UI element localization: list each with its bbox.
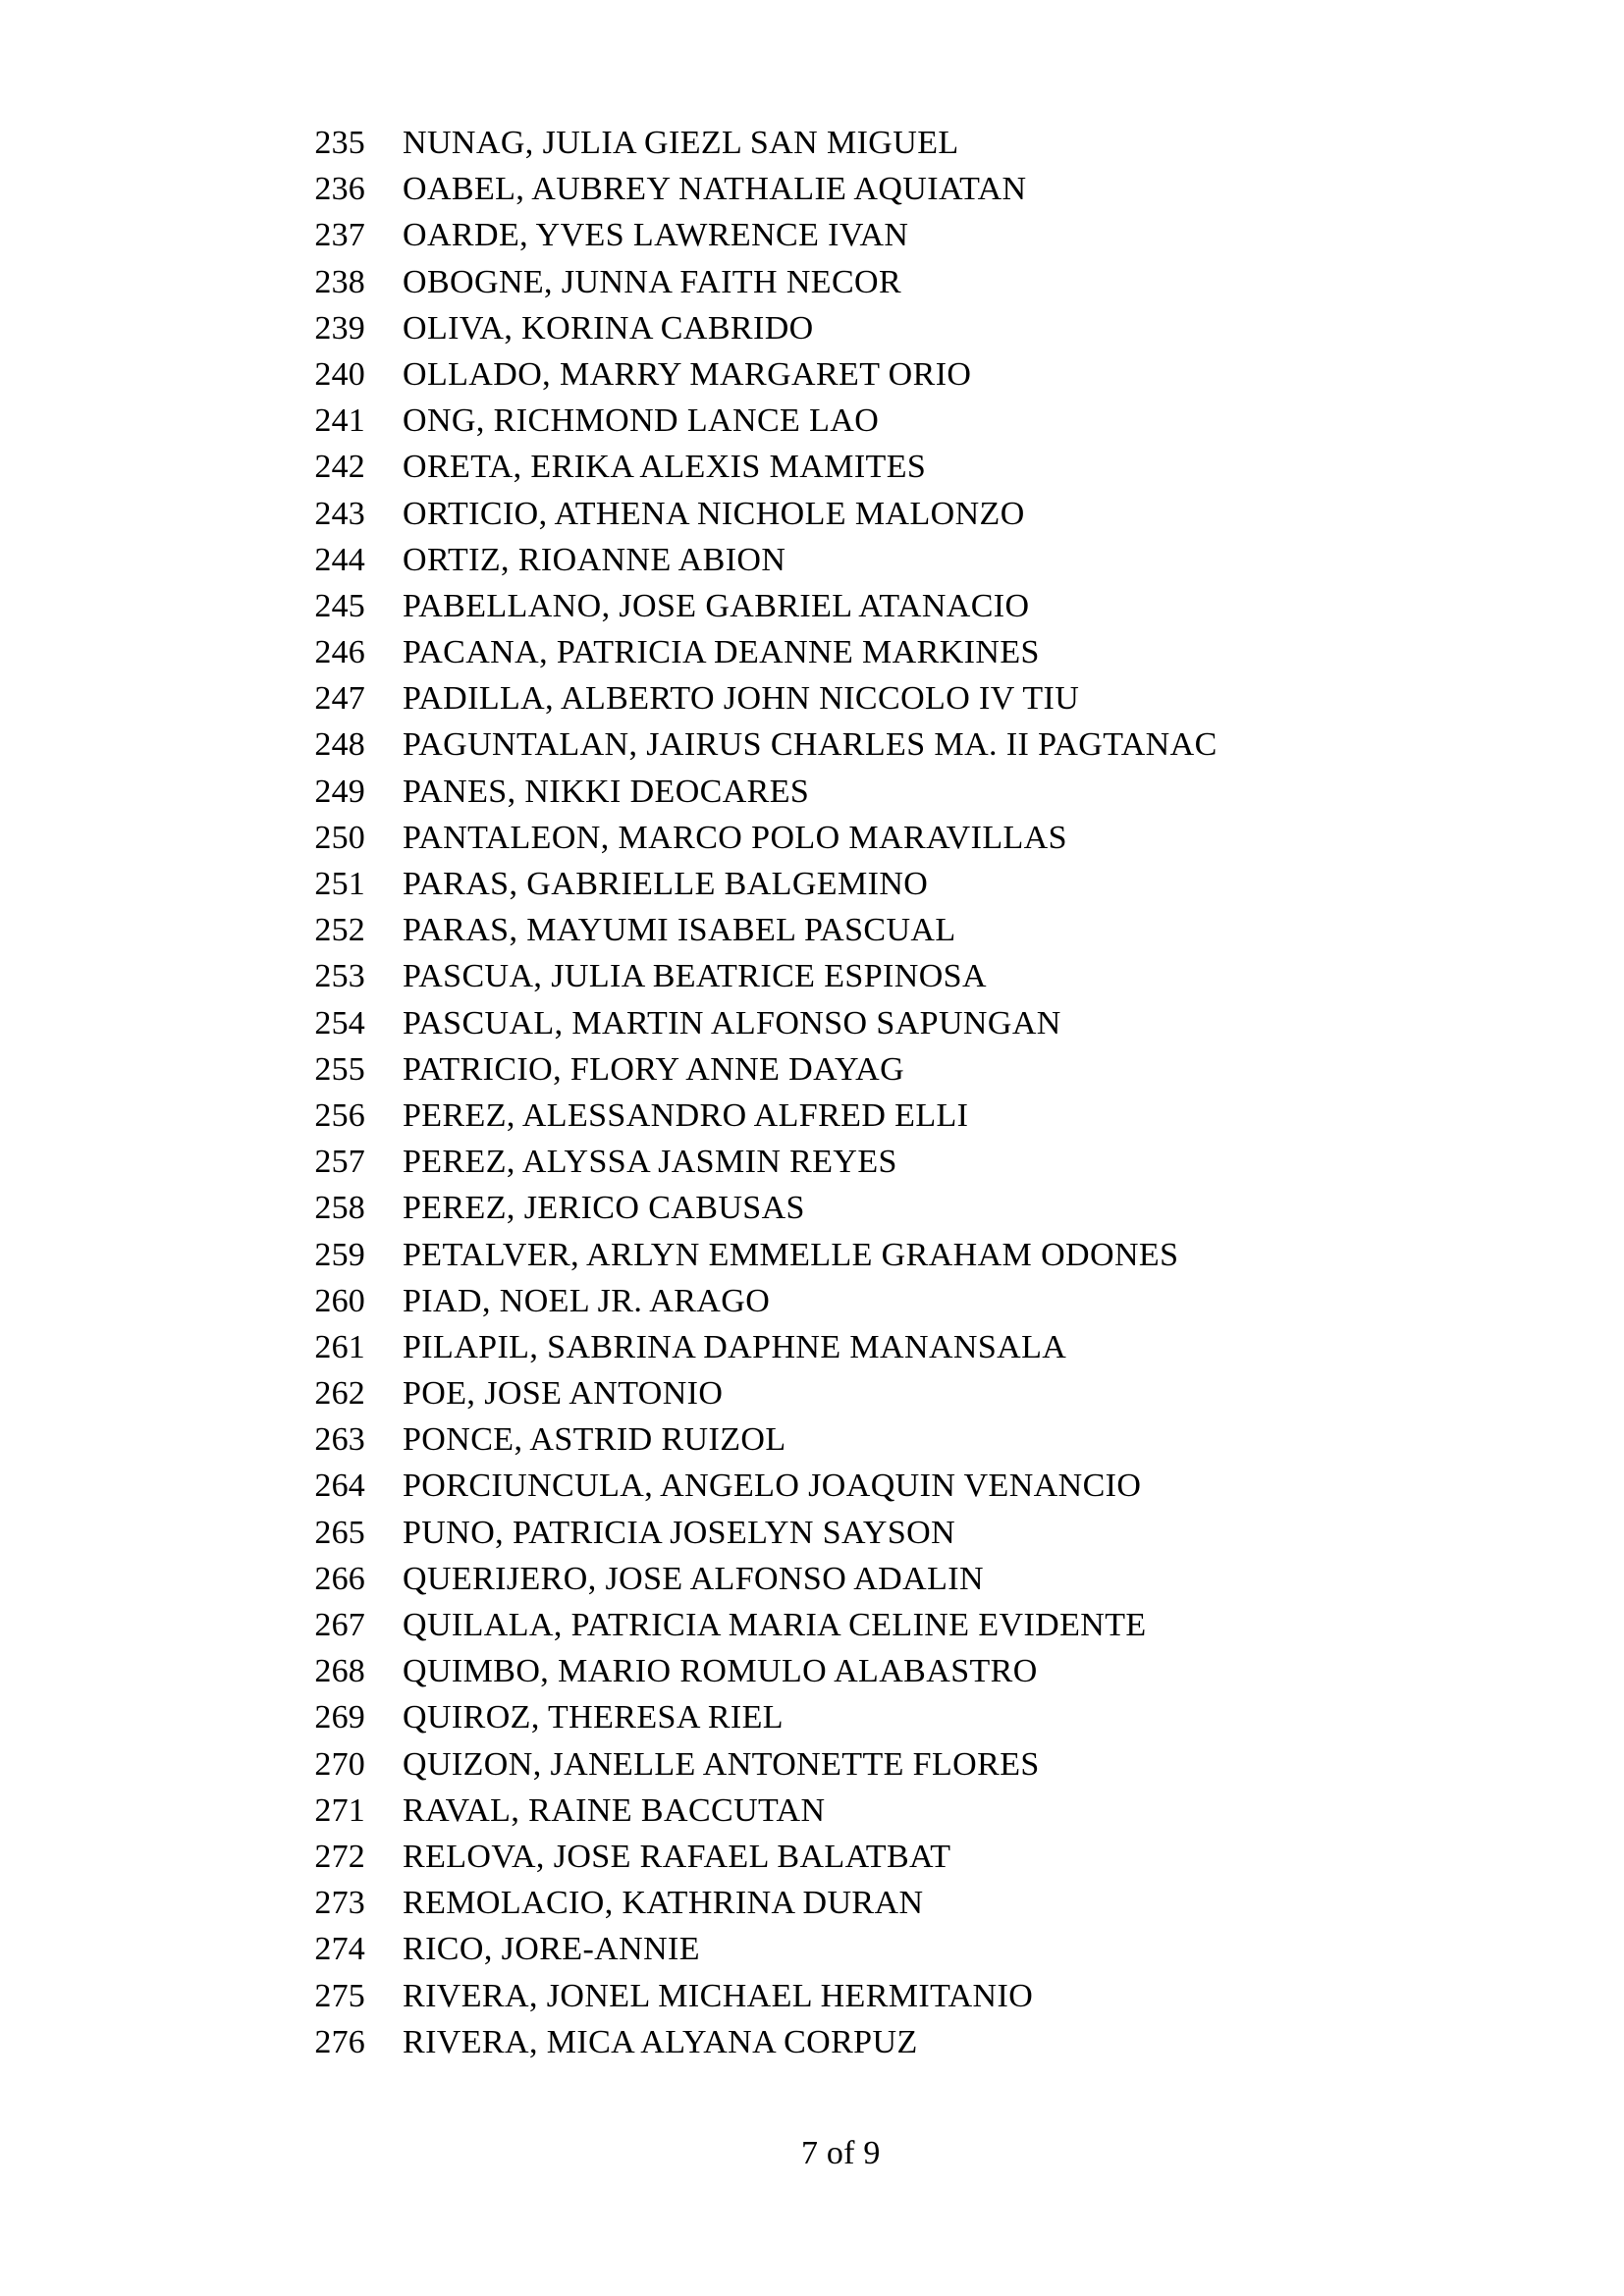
row-examinee-name: PEREZ, ALYSSA JASMIN REYES [403, 1144, 897, 1181]
row-examinee-name: PONCE, ASTRID RUIZOL [403, 1421, 786, 1459]
row-sequence-number: 254 [314, 1004, 365, 1041]
row-examinee-name: PARAS, MAYUMI ISABEL PASCUAL [403, 912, 956, 949]
list-row [295, 1556, 1218, 1602]
list-row [295, 166, 1218, 212]
row-examinee-name: RAVAL, RAINE BACCUTAN [403, 1791, 826, 1829]
list-row [295, 1370, 1218, 1416]
row-sequence-number: 270 [314, 1745, 365, 1783]
row-examinee-name: QUERIJERO, JOSE ALFONSO ADALIN [403, 1560, 984, 1597]
row-examinee-name: POE, JOSE ANTONIO [403, 1375, 724, 1413]
row-sequence-number: 251 [314, 866, 365, 902]
row-sequence-number: 266 [314, 1560, 365, 1597]
row-examinee-name: RIVERA, MICA ALYANA CORPUZ [403, 2023, 918, 2060]
row-examinee-name: PASCUAL, MARTIN ALFONSO SAPUNGAN [403, 1004, 1061, 1041]
list-row [295, 861, 1218, 907]
row-examinee-name: PIAD, NOEL JR. ARAGO [403, 1282, 771, 1319]
row-sequence-number: 250 [314, 819, 365, 856]
row-examinee-name: QUIROZ, THERESA RIEL [403, 1699, 784, 1736]
list-row [295, 1232, 1218, 1278]
row-examinee-name: REMOLACIO, KATHRINA DURAN [403, 1885, 924, 1922]
row-examinee-name: OBOGNE, JUNNA FAITH NECOR [403, 263, 902, 300]
list-row [295, 259, 1218, 305]
row-sequence-number: 262 [314, 1375, 365, 1413]
row-examinee-name: PAGUNTALAN, JAIRUS CHARLES MA. II PAGTANAC [403, 726, 1218, 764]
row-examinee-name: PETALVER, ARLYN EMMELLE GRAHAM ODONES [403, 1236, 1179, 1273]
row-examinee-name: OABEL, AUBREY NATHALIE AQUIATAN [403, 171, 1027, 208]
row-sequence-number: 244 [314, 541, 365, 578]
list-row [295, 351, 1218, 398]
row-examinee-name: NUNAG, JULIA GIEZL SAN MIGUEL [403, 125, 959, 161]
list-row [295, 1510, 1218, 1556]
row-examinee-name: PABELLANO, JOSE GABRIEL ATANACIO [403, 587, 1030, 624]
list-row [295, 1093, 1218, 1139]
list-row [295, 444, 1218, 490]
row-examinee-name: PUNO, PATRICIA JOSELYN SAYSON [403, 1514, 956, 1551]
list-row [295, 537, 1218, 583]
row-examinee-name: OLLADO, MARRY MARGARET ORIO [403, 355, 972, 393]
list-row [295, 120, 1218, 166]
row-sequence-number: 245 [314, 587, 365, 624]
row-examinee-name: PEREZ, ALESSANDRO ALFRED ELLI [403, 1096, 969, 1134]
row-sequence-number: 239 [314, 309, 365, 347]
row-sequence-number: 276 [314, 2023, 365, 2060]
row-examinee-name: PILAPIL, SABRINA DAPHNE MANANSALA [403, 1328, 1067, 1365]
row-sequence-number: 260 [314, 1282, 365, 1319]
row-sequence-number: 269 [314, 1699, 365, 1736]
list-row [295, 1788, 1218, 1834]
list-row [295, 1463, 1218, 1509]
row-examinee-name: PEREZ, JERICO CABUSAS [403, 1190, 805, 1227]
row-examinee-name: QUIZON, JANELLE ANTONETTE FLORES [403, 1745, 1040, 1783]
row-sequence-number: 246 [314, 634, 365, 671]
row-examinee-name: PANES, NIKKI DEOCARES [403, 773, 810, 810]
row-sequence-number: 248 [314, 726, 365, 764]
row-examinee-name: RELOVA, JOSE RAFAEL BALATBAT [403, 1838, 951, 1875]
row-examinee-name: PARAS, GABRIELLE BALGEMINO [403, 866, 929, 902]
list-row [295, 1324, 1218, 1370]
row-sequence-number: 241 [314, 402, 365, 440]
row-sequence-number: 265 [314, 1514, 365, 1551]
row-examinee-name: PANTALEON, MARCO POLO MARAVILLAS [403, 819, 1067, 856]
list-row [295, 1185, 1218, 1231]
page-number-footer: 7 of 9 [801, 2135, 881, 2171]
row-examinee-name: ORETA, ERIKA ALEXIS MAMITES [403, 449, 927, 486]
row-sequence-number: 273 [314, 1885, 365, 1922]
list-row [295, 1834, 1218, 1880]
list-row [295, 1602, 1218, 1648]
list-row [295, 1694, 1218, 1740]
list-row [295, 1926, 1218, 1972]
row-sequence-number: 242 [314, 449, 365, 486]
list-row [295, 675, 1218, 721]
row-sequence-number: 247 [314, 680, 365, 718]
row-examinee-name: QUILALA, PATRICIA MARIA CELINE EVIDENTE [403, 1607, 1147, 1643]
row-sequence-number: 253 [314, 958, 365, 995]
list-row [295, 1000, 1218, 1046]
list-row [295, 907, 1218, 953]
list-row [295, 1880, 1218, 1926]
row-sequence-number: 271 [314, 1791, 365, 1829]
row-sequence-number: 257 [314, 1144, 365, 1181]
list-row [295, 2019, 1218, 2065]
row-sequence-number: 243 [314, 495, 365, 532]
list-row [295, 1139, 1218, 1185]
row-examinee-name: ONG, RICHMOND LANCE LAO [403, 402, 880, 440]
row-sequence-number: 258 [314, 1190, 365, 1227]
row-examinee-name: PADILLA, ALBERTO JOHN NICCOLO IV TIU [403, 680, 1080, 718]
examinee-name-list [295, 120, 1218, 2065]
row-sequence-number: 263 [314, 1421, 365, 1459]
row-examinee-name: PORCIUNCULA, ANGELO JOAQUIN VENANCIO [403, 1468, 1142, 1505]
row-examinee-name: PACANA, PATRICIA DEANNE MARKINES [403, 634, 1040, 671]
row-sequence-number: 275 [314, 1977, 365, 2014]
row-sequence-number: 274 [314, 1931, 365, 1968]
list-row [295, 305, 1218, 351]
list-row [295, 721, 1218, 768]
list-row [295, 769, 1218, 815]
list-row [295, 1741, 1218, 1788]
row-sequence-number: 268 [314, 1653, 365, 1690]
row-sequence-number: 252 [314, 912, 365, 949]
row-sequence-number: 259 [314, 1236, 365, 1273]
list-row [295, 1278, 1218, 1324]
list-row [295, 815, 1218, 861]
row-sequence-number: 236 [314, 171, 365, 208]
row-sequence-number: 255 [314, 1050, 365, 1088]
row-sequence-number: 249 [314, 773, 365, 810]
row-sequence-number: 238 [314, 263, 365, 300]
list-row [295, 212, 1218, 258]
row-examinee-name: QUIMBO, MARIO ROMULO ALABASTRO [403, 1653, 1038, 1690]
row-sequence-number: 272 [314, 1838, 365, 1875]
row-examinee-name: RIVERA, JONEL MICHAEL HERMITANIO [403, 1977, 1034, 2014]
list-row [295, 1648, 1218, 1694]
row-sequence-number: 256 [314, 1096, 365, 1134]
list-row [295, 953, 1218, 999]
row-sequence-number: 235 [314, 125, 365, 161]
list-row [295, 1416, 1218, 1463]
list-row [295, 491, 1218, 537]
list-row [295, 1046, 1218, 1093]
row-examinee-name: PATRICIO, FLORY ANNE DAYAG [403, 1050, 905, 1088]
list-row [295, 1973, 1218, 2019]
row-examinee-name: PASCUA, JULIA BEATRICE ESPINOSA [403, 958, 987, 995]
row-sequence-number: 240 [314, 355, 365, 393]
row-examinee-name: OARDE, YVES LAWRENCE IVAN [403, 217, 909, 254]
row-sequence-number: 267 [314, 1607, 365, 1643]
list-row [295, 583, 1218, 629]
list-row [295, 629, 1218, 675]
row-examinee-name: RICO, JORE-ANNIE [403, 1931, 700, 1968]
row-sequence-number: 237 [314, 217, 365, 254]
row-sequence-number: 261 [314, 1328, 365, 1365]
list-row [295, 398, 1218, 444]
row-sequence-number: 264 [314, 1468, 365, 1505]
row-examinee-name: OLIVA, KORINA CABRIDO [403, 309, 814, 347]
row-examinee-name: ORTIZ, RIOANNE ABION [403, 541, 786, 578]
row-examinee-name: ORTICIO, ATHENA NICHOLE MALONZO [403, 495, 1025, 532]
